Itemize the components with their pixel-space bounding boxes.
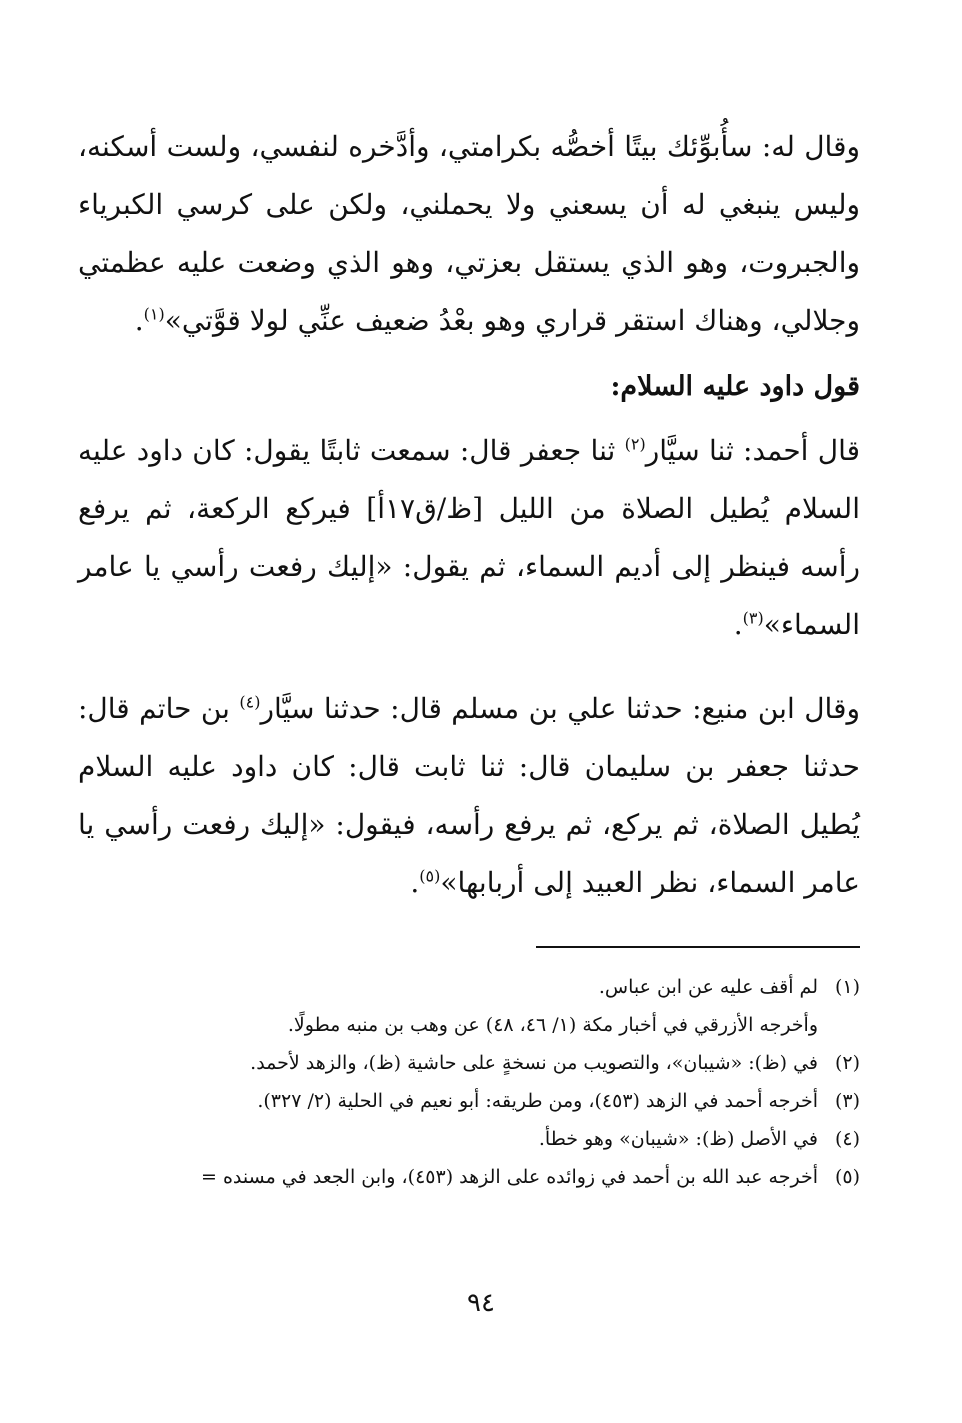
paragraph-1-text: وقال له: سأُبوِّئك بيتًا أخصُّه بكرامتي، وأدَّخره لنفسي، ولست أسكنه، وليس ينبغي له أن يسعني ولا يحملني، ولكن على كرسي الكبرياء والجبروت، وهو الذي يستقل بعزتي، وهو الذي وضعت عليه عظمتي وجلالي، وهناك استقر قراري وهو بعْدُ ضعيف عنِّي لولا قوَّتي» [78, 130, 860, 337]
footnote-number: (٤) [834, 1128, 860, 1150]
paragraph-2 [78, 422, 860, 654]
footnote-ref-3[interactable]: (٣) [742, 608, 764, 628]
page-number: ٩٤ [467, 1288, 495, 1318]
paragraph-2-text-a: قال أحمد: ثنا سيَّار [645, 434, 860, 467]
footnote-3 [78, 1082, 860, 1120]
footnote-number: (٣) [834, 1090, 860, 1112]
footnote-ref-4[interactable]: (٤) [239, 692, 261, 712]
footnote-text: أخرجه عبد الله بن أحمد في زوائده على الزهد (٤٥٣)، وابن الجعد في مسنده = [201, 1166, 818, 1188]
footnote-1-continuation: وأخرجه الأزرقي في أخبار مكة (١/ ٤٦، ٤٨) عن وهب بن منبه مطولًا. [287, 1014, 818, 1036]
footnote-divider [536, 946, 860, 948]
paragraph-1 [78, 118, 860, 350]
footnote-ref-5[interactable]: (٥) [419, 866, 441, 886]
paragraph-3-text-a: وقال ابن منيع: حدثنا علي بن مسلم قال: حدثنا سيَّار [260, 692, 860, 725]
footnote-text: في الأصل (ظ): «شيبان» وهو خطأ. [538, 1128, 818, 1150]
footnote-ref-2[interactable]: (٢) [624, 434, 646, 454]
footnote-1 [78, 968, 860, 1006]
paragraph-3 [78, 680, 860, 912]
footnote-number: (٢) [834, 1052, 860, 1074]
footnote-number: (١) [834, 976, 860, 998]
main-text [78, 118, 860, 912]
paragraph-3-end: . [410, 866, 420, 899]
section-heading: قول داود عليه السلام: [610, 371, 860, 402]
footnote-text: أخرجه أحمد في الزهد (٤٥٣)، ومن طريقه: أبو نعيم في الحلية (٢/ ٣٢٧). [257, 1090, 818, 1112]
footnote-ref-1[interactable]: (١) [143, 304, 165, 324]
footnote-4 [78, 1120, 860, 1158]
footnote-text: في (ظ): «شيبان»، والتصويب من نسخةٍ على حاشية (ظ)، والزهد لأحمد. [250, 1052, 818, 1074]
paragraph-1-end: . [134, 304, 144, 337]
footnote-2 [78, 1044, 860, 1082]
paragraph-2-end: . [733, 608, 743, 641]
footnote-text: لم أقف عليه عن ابن عباس. [598, 976, 818, 998]
paragraph-3-text-b: بن حاتم قال: حدثنا جعفر بن سليمان قال: ثنا ثابت قال: كان داود عليه السلام يُطيل الصلاة، ثم يركع، ثم يرفع رأسه، فيقول: «إليك رفعت رأسي يا عامر السماء، نظر العبيد إلى أربابها» [78, 692, 860, 899]
footnote-list [78, 968, 860, 1196]
paragraph-2-text-b: ثنا جعفر قال: سمعت ثابتًا يقول: كان داود عليه السلام يُطيل الصلاة من الليل [ظ/ق١٧أ] فيركع الركعة، ثم يرفع رأسه فينظر إلى أديم السماء، ثم يقول: «إليك رفعت رأسي يا عامر السماء» [78, 434, 860, 641]
footnote-5 [78, 1158, 860, 1196]
footnote-number: (٥) [834, 1166, 860, 1188]
